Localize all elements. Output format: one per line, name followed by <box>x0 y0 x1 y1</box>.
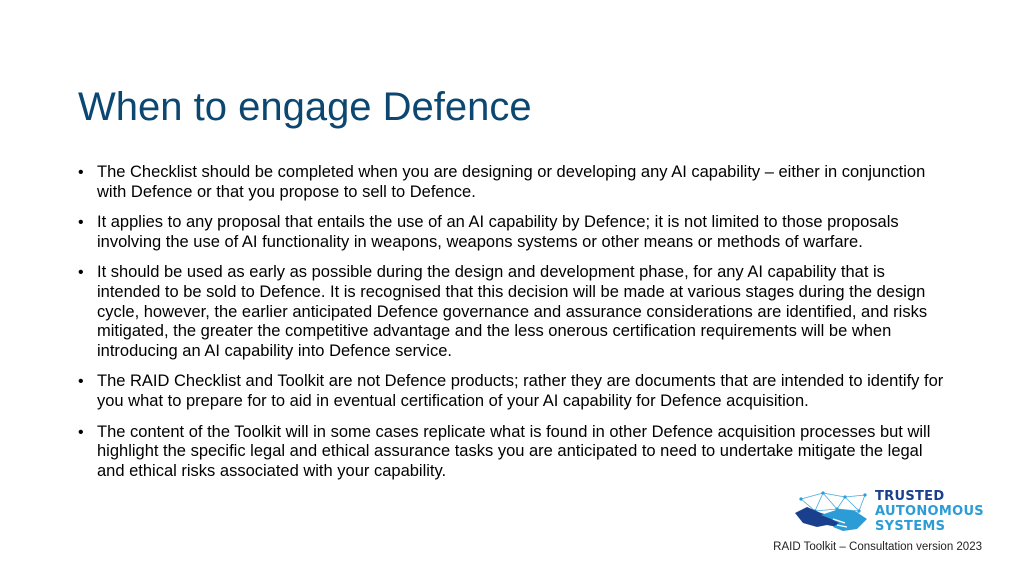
trusted-autonomous-systems-logo <box>793 489 988 537</box>
slide-footer: RAID Toolkit – Consultation version 2023 <box>773 541 982 553</box>
bullet-item <box>78 372 948 411</box>
bullet-list <box>78 163 948 492</box>
logo-text-trusted: TRUSTED <box>875 489 945 504</box>
bullet-glyph: • <box>78 373 84 391</box>
bullet-text: The Checklist should be completed when you are designing or developing any AI capability – either in conjunction with Defence or that you propose to sell to Defence. <box>97 163 926 201</box>
bullet-item <box>78 163 948 202</box>
slide-title: When to engage Defence <box>78 85 532 129</box>
bullet-text: It should be used as early as possible during the design and development phase, for any AI capability that is intended to be sold to Defence. It is recognised that this decision will be made at various stages during the design cycle, however, the earlier anticipated Defence governance and assurance considerations are identified, and risks mitigated, the greater the competitive advantage and the less onerous certification requirements will be when introducing an AI capability into Defence service. <box>97 263 928 360</box>
bullet-text: The RAID Checklist and Toolkit are not Defence products; rather they are documents that are intended to identify for you what to prepare for to aid in eventual certification of your AI capability for Defence acquisition. <box>97 372 944 410</box>
bullet-glyph: • <box>78 264 84 282</box>
handshake-network-icon <box>793 489 875 537</box>
logo-text-autonomous: AUTONOMOUS <box>875 504 984 519</box>
logo-text-systems: SYSTEMS <box>875 519 946 534</box>
bullet-item <box>78 423 948 482</box>
bullet-glyph: • <box>78 423 84 441</box>
bullet-text: The content of the Toolkit will in some cases replicate what is found in other Defence acquisition processes but will highlight the specific legal and ethical assurance tasks you are anticipated to need to undertake mitigate the legal and ethical risks associated with your capability. <box>97 422 931 480</box>
bullet-item <box>78 263 948 361</box>
bullet-text: It applies to any proposal that entails the use of an AI capability by Defence; it is not limited to those proposals involving the use of AI functionality in weapons, weapons systems or other means or methods of warfare. <box>97 213 899 251</box>
bullet-glyph: • <box>78 214 84 232</box>
bullet-glyph: • <box>78 164 84 181</box>
bullet-item <box>78 213 948 252</box>
